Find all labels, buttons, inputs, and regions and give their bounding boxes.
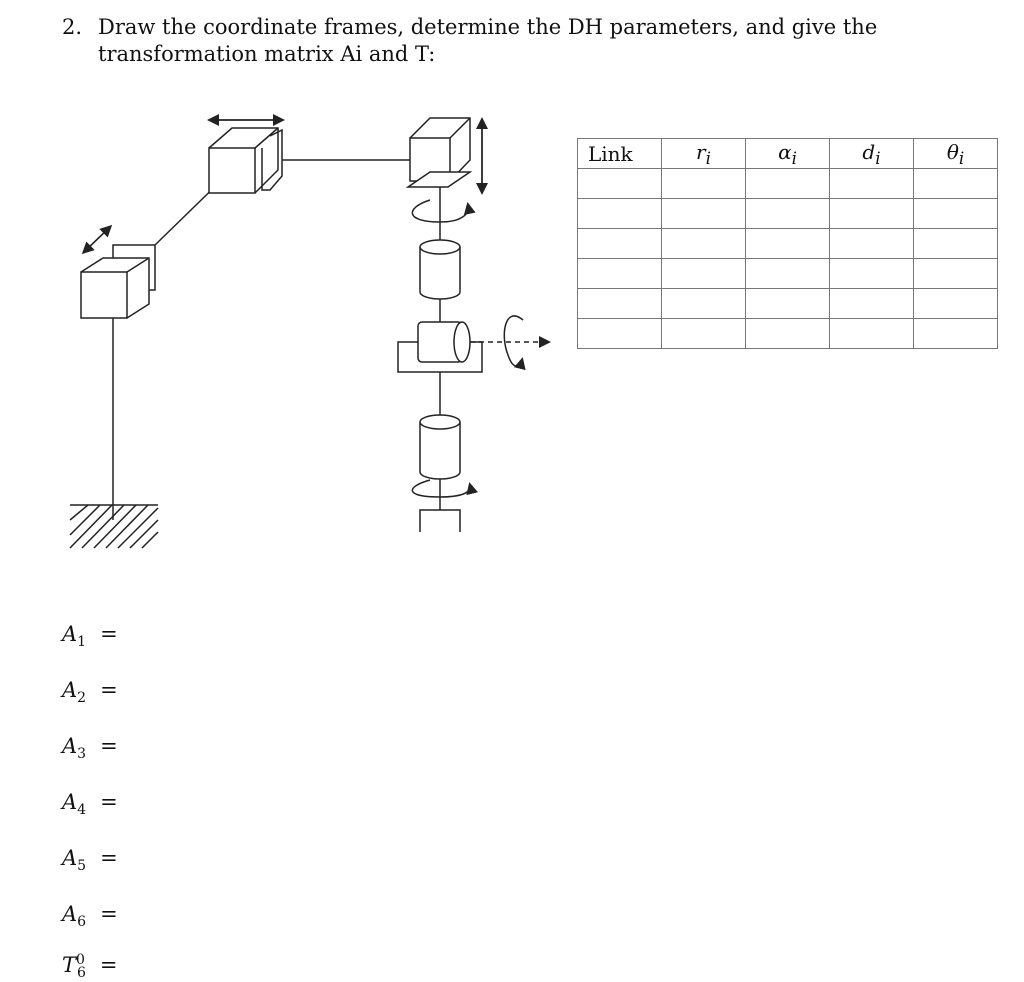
table-row <box>578 319 998 349</box>
table-header-row <box>578 139 998 169</box>
question-text: Draw the coordinate frames, determine the DH parameters, and give the transformation matrix Ai and T: <box>98 15 878 66</box>
table-row <box>578 229 998 259</box>
header-alpha: $\alpha_i$ <box>746 139 830 169</box>
gripper <box>420 510 460 532</box>
header-r: $r_i$ <box>662 139 746 169</box>
table-row <box>578 259 998 289</box>
prismatic-joint-3 <box>408 118 470 187</box>
revolute-joint-1 <box>420 240 460 299</box>
question-number: 2. <box>62 15 83 39</box>
prismatic-joint-2 <box>209 128 282 193</box>
ground-hatch <box>70 505 158 548</box>
equation-a6: $A_6$ = <box>62 902 118 931</box>
table-row <box>578 199 998 229</box>
revolute-joint-2 <box>398 322 482 372</box>
equation-a1: $A_1$ = <box>62 622 118 651</box>
equation-a5: $A_5$ = <box>62 846 118 875</box>
revolute-joint-3 <box>420 415 460 479</box>
table-row <box>578 289 998 319</box>
dh-parameter-table <box>577 138 998 349</box>
prismatic-joint-1 <box>81 245 155 318</box>
header-link: Link <box>578 139 662 169</box>
header-d: $d_i$ <box>830 139 914 169</box>
table-row <box>578 169 998 199</box>
equation-t60: $T^0_6$ = <box>62 952 118 982</box>
equation-a4: $A_4$ = <box>62 790 118 819</box>
equation-a3: $A_3$ = <box>62 734 118 763</box>
header-theta: $\theta_i$ <box>914 139 998 169</box>
equation-a2: $A_2$ = <box>62 678 118 707</box>
robot-arm-diagram <box>0 100 580 560</box>
